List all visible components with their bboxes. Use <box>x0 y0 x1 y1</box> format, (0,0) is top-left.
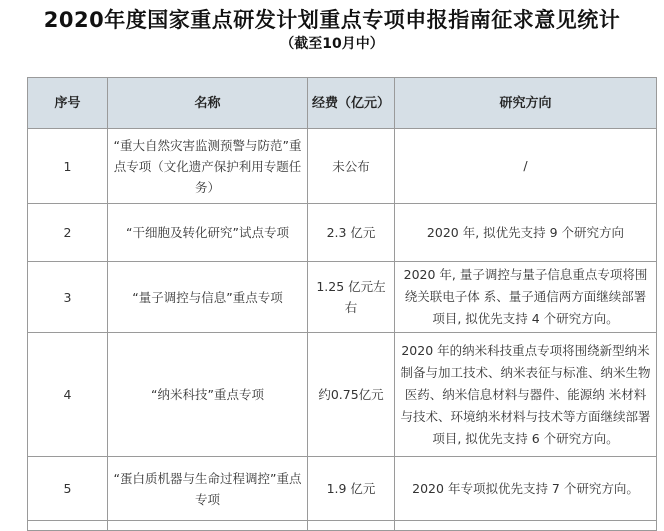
cell-no: 2 <box>28 204 108 262</box>
cell-no: 5 <box>28 457 108 521</box>
cell-name: “量子调控与信息”重点专项 <box>108 262 308 333</box>
cell-direction: 2020 年, 拟优先支持 9 个研究方向 <box>395 204 657 262</box>
cell-no: 1 <box>28 129 108 204</box>
cell-no: 3 <box>28 262 108 333</box>
cell-direction: 2020 年, 量子调控与量子信息重点专项将围绕关联电子体 系、量子通信两方面继续部署项目, 拟优先支持 4 个研究方向。 <box>395 262 657 333</box>
cell-direction: 2020 年的纳米科技重点专项将围绕新型纳米制备与加工技术、纳米表征与标准、纳米生物医药、纳米信息材料与器件、能源纳 米材料与技术、环境纳米材料与技术等方面继续部署项目, 拟优先支持 6 个研究方向。 <box>395 333 657 457</box>
cell-funding: 约0.75亿元 <box>308 333 395 457</box>
cell-funding: 未公布 <box>308 129 395 204</box>
table-row <box>28 129 657 204</box>
cell-name: “纳米科技”重点专项 <box>108 333 308 457</box>
table-row <box>28 204 657 262</box>
cell-no: 4 <box>28 333 108 457</box>
page-subtitle: （截至10月中） <box>280 36 384 52</box>
table-row <box>28 262 657 333</box>
table-header-row <box>28 78 657 129</box>
table-row <box>28 333 657 457</box>
cell-funding: 1.9 亿元 <box>308 457 395 521</box>
header-direction: 研究方向 <box>395 78 657 129</box>
statistics-table <box>27 77 657 531</box>
cell-name: “蛋白质机器与生命过程调控”重点专项 <box>108 457 308 521</box>
header-funding: 经费（亿元） <box>308 78 395 129</box>
page-title: 2020年度国家重点研发计划重点专项申报指南征求意见统计 <box>43 8 621 32</box>
cell-direction: 2020 年专项拟优先支持 7 个研究方向。 <box>395 457 657 521</box>
header-name: 名称 <box>108 78 308 129</box>
cell-name: “干细胞及转化研究”试点专项 <box>108 204 308 262</box>
cell-funding: 2.3 亿元 <box>308 204 395 262</box>
cell-name: “重大自然灾害监测预警与防范”重点专项（文化遗产保护利用专题任务） <box>108 129 308 204</box>
cell-direction: / <box>395 129 657 204</box>
table-row <box>28 457 657 521</box>
cell-funding: 1.25 亿元左右 <box>308 262 395 333</box>
header-no: 序号 <box>28 78 108 129</box>
table-row-partial <box>28 521 657 531</box>
